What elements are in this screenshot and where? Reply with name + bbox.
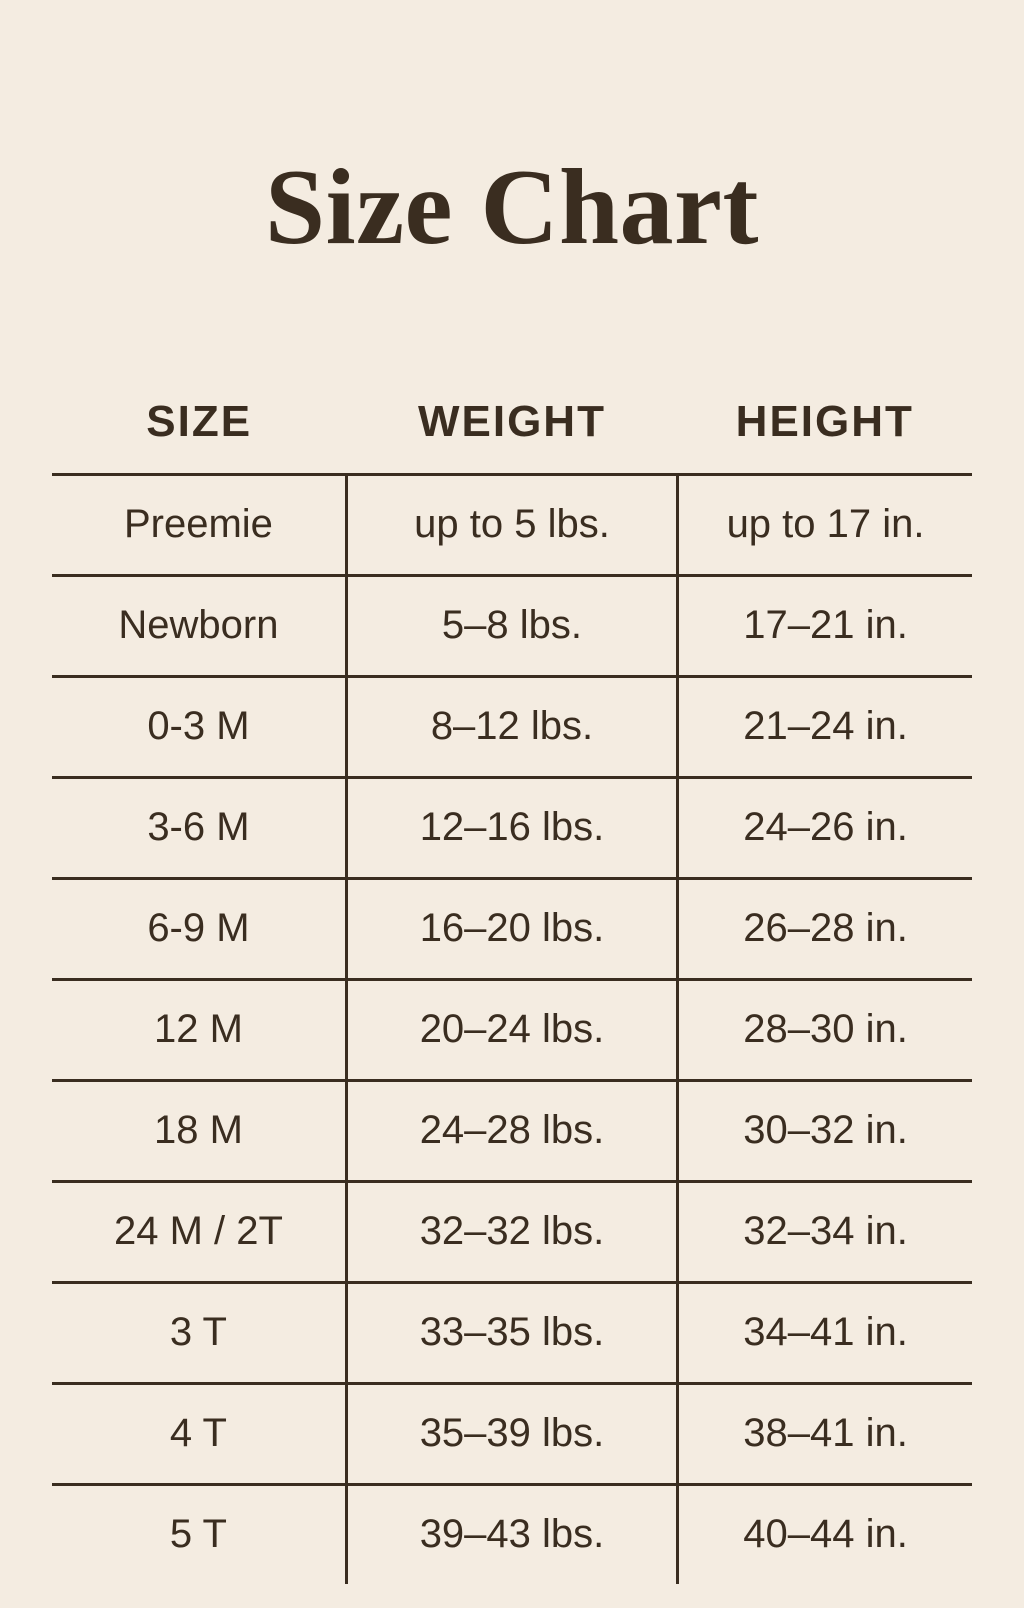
cell-weight: 35–39 lbs. xyxy=(346,1383,677,1484)
cell-height: 40–44 in. xyxy=(743,1512,908,1557)
cell-weight: 5–8 lbs. xyxy=(346,575,677,676)
cell-size: 18 M xyxy=(52,1080,346,1181)
cell-weight: 39–43 lbs. xyxy=(346,1484,677,1584)
table-row xyxy=(52,676,972,777)
cell-size: 4 T xyxy=(52,1383,346,1484)
column-header-size: SIZE xyxy=(146,396,253,446)
table-header xyxy=(52,397,972,475)
cell-size: 12 M xyxy=(52,979,346,1080)
size-chart-page xyxy=(0,72,1024,1608)
table-row xyxy=(52,979,972,1080)
cell-height: 26–28 in. xyxy=(678,878,972,979)
cell-weight: up to 5 lbs. xyxy=(346,474,677,575)
cell-height: up to 17 in. xyxy=(678,474,972,575)
cell-size: 24 M / 2T xyxy=(52,1181,346,1282)
size-chart-table-wrapper xyxy=(52,335,972,1584)
cell-height: 34–41 in. xyxy=(678,1282,972,1383)
cell-height: 17–21 in. xyxy=(678,575,972,676)
cell-weight: 16–20 lbs. xyxy=(346,878,677,979)
table-row xyxy=(52,1282,972,1383)
table-row xyxy=(52,474,972,575)
table-row xyxy=(52,1484,972,1584)
size-chart-table xyxy=(52,397,972,1584)
table-row xyxy=(52,1080,972,1181)
cell-size: Preemie xyxy=(52,474,346,575)
cell-size: Newborn xyxy=(52,575,346,676)
cell-weight: 12–16 lbs. xyxy=(346,777,677,878)
cell-weight: 8–12 lbs. xyxy=(346,676,677,777)
cell-weight: 33–35 lbs. xyxy=(346,1282,677,1383)
cell-size: 6-9 M xyxy=(52,878,346,979)
cell-height: 21–24 in. xyxy=(678,676,972,777)
cell-weight: 32–32 lbs. xyxy=(346,1181,677,1282)
cell-size: 0-3 M xyxy=(52,676,346,777)
page-title: Size Chart xyxy=(265,148,759,268)
column-header-height: HEIGHT xyxy=(735,396,914,446)
cell-size: 5 T xyxy=(52,1484,346,1584)
table-body xyxy=(52,474,972,1584)
cell-weight: 24–28 lbs. xyxy=(346,1080,677,1181)
table-row xyxy=(52,575,972,676)
table-row xyxy=(52,878,972,979)
cell-size: 3-6 M xyxy=(52,777,346,878)
cell-height: 32–34 in. xyxy=(678,1181,972,1282)
table-row xyxy=(52,1383,972,1484)
table-header-row xyxy=(52,397,972,475)
table-row xyxy=(52,1181,972,1282)
column-header-weight: WEIGHT xyxy=(417,396,606,446)
cell-weight: 20–24 lbs. xyxy=(346,979,677,1080)
cell-height: 30–32 in. xyxy=(678,1080,972,1181)
cell-size: 3 T xyxy=(52,1282,346,1383)
table-row xyxy=(52,777,972,878)
cell-height: 24–26 in. xyxy=(678,777,972,878)
cell-height: 38–41 in. xyxy=(678,1383,972,1484)
cell-height: 28–30 in. xyxy=(678,979,972,1080)
